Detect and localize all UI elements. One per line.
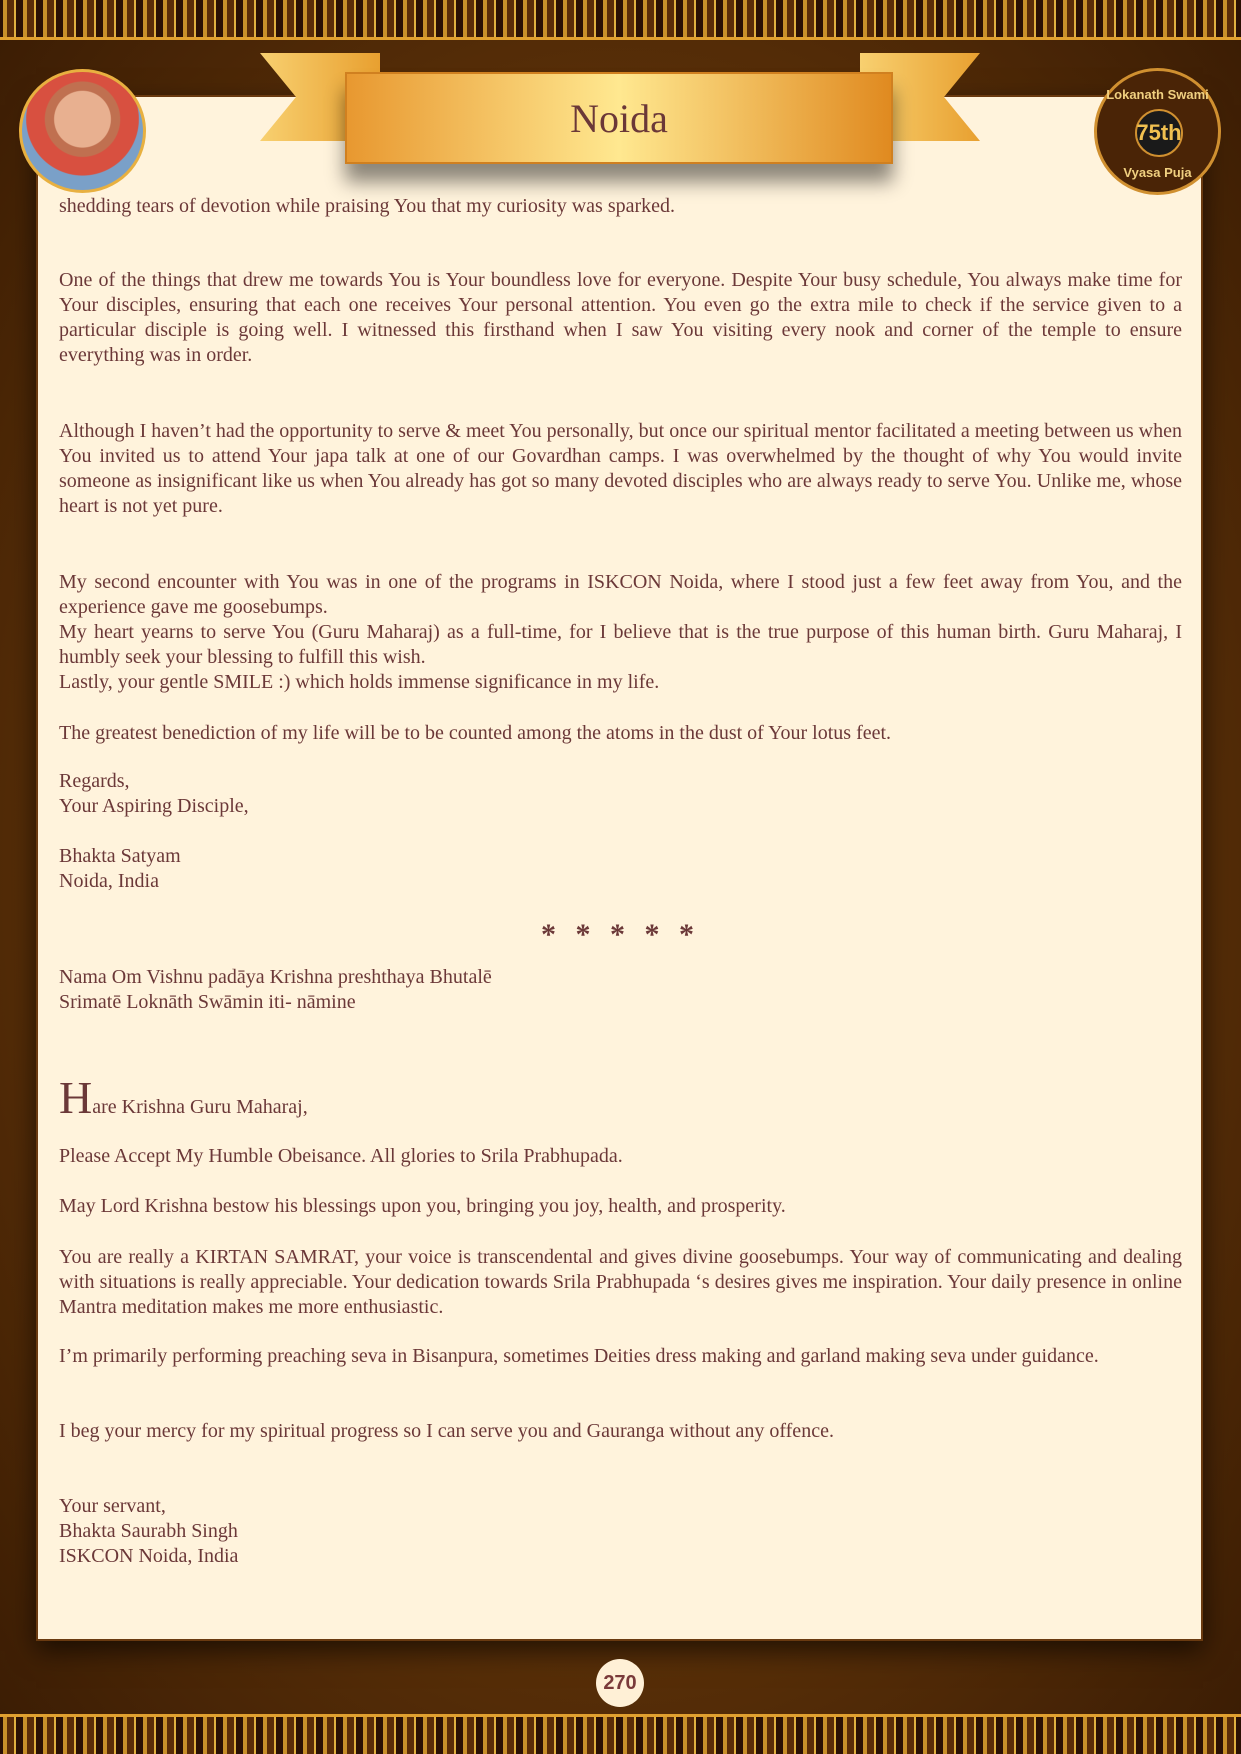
signature: [59, 844, 1182, 894]
paragraph: One of the things that drew me towards You is Your boundless love for everyone. Despite Your busy schedule, You always make time for Your disciples, ensuring that each one receives Your personal attention. You even go the extra mile to check if the service given to a particular disciple is going well. I witnessed this firsthand when I saw You visiting every nook and corner of the temple to ensure everything was in order.: [59, 269, 1182, 366]
drop-cap: H: [59, 1072, 93, 1123]
paragraph: I’m primarily performing preaching seva in Bisanpura, sometimes Deities dress making and garland making seva under guidance.: [59, 1345, 1099, 1367]
paragraph: I beg your mercy for my spiritual progress so I can serve you and Gauranga without any offence.: [59, 1420, 834, 1442]
mantra-line: Nama Om Vishnu padāya Krishna preshthaya Bhutalē: [59, 966, 492, 988]
paragraph: Please Accept My Humble Obeisance. All glories to Srila Prabhupada.: [59, 1145, 623, 1167]
badge-bottom-text: Vyasa Puja: [1123, 165, 1192, 180]
closing-line: Your servant,: [59, 1495, 166, 1517]
separator-stars: * * * * *: [541, 918, 700, 951]
top-ornamental-border: [0, 0, 1241, 40]
closing-line: Regards,: [59, 770, 130, 792]
greeting-text: are Krishna Guru Maharaj,: [92, 1096, 308, 1118]
paragraph: You are really a KIRTAN SAMRAT, your voice is transcendental and gives divine goosebumps. Your way of communicating and dealing with situations is really appreciable. Your dedication towards Srila Prabhupada ‘s desires gives me inspiration. Your daily presence in online Mantra meditation makes me more enthusiastic.: [59, 1246, 1182, 1318]
closing-line: Your Aspiring Disciple,: [59, 795, 249, 817]
closing: [59, 769, 1182, 819]
paragraph: The greatest benediction of my life will be to be counted among the atoms in the dust of Your lotus feet.: [59, 722, 892, 744]
guru-portrait-photo: [19, 69, 146, 193]
paragraph-group: [59, 570, 1182, 695]
signature: [59, 1494, 1182, 1569]
vyasa-puja-75-badge: [1094, 68, 1221, 195]
author-name: Bhakta Saurabh Singh: [59, 1520, 238, 1542]
page-title: Noida: [570, 95, 668, 141]
paragraph: My heart yearns to serve You (Guru Maharaj) as a full-time, for I believe that is the true purpose of this human birth. Guru Maharaj, I humbly seek your blessing to fulfill this wish.: [59, 621, 1182, 668]
author-place: Noida, India: [59, 870, 159, 892]
greeting: [59, 1072, 1182, 1123]
paragraph: My second encounter with You was in one of the programs in ISKCON Noida, where I stood just a few feet away from You, and the experience gave me goosebumps.: [59, 571, 1182, 618]
author-name: Bhakta Satyam: [59, 845, 181, 867]
badge-number: 75th: [1135, 109, 1183, 157]
page-number: 270: [596, 1659, 644, 1707]
paragraph: shedding tears of devotion while praising You that my curiosity was sparked.: [59, 195, 676, 217]
badge-top-text: Lokanath Swami: [1106, 87, 1209, 102]
paragraph: May Lord Krishna bestow his blessings upon you, bringing you joy, health, and prosperity.: [59, 1195, 786, 1217]
page-title-ribbon: [345, 72, 893, 164]
paragraph: Lastly, your gentle SMILE :) which holds immense significance in my life.: [59, 671, 660, 693]
author-place: ISKCON Noida, India: [59, 1545, 239, 1567]
mantra: [59, 965, 1182, 1015]
paragraph: Although I haven’t had the opportunity to serve & meet You personally, but once our spiritual mentor facilitated a meeting between us when You invited us to attend Your japa talk at one of our Govardhan camps. I was overwhelmed by the thought of why You would invite someone as insignificant like us when You already has got so many devoted disciples who are always ready to serve You. Unlike me, whose heart is not yet pure.: [59, 420, 1182, 517]
bottom-ornamental-border: [0, 1714, 1241, 1754]
mantra-line: Srimatē Loknāth Swāmin iti- nāmine: [59, 991, 356, 1013]
